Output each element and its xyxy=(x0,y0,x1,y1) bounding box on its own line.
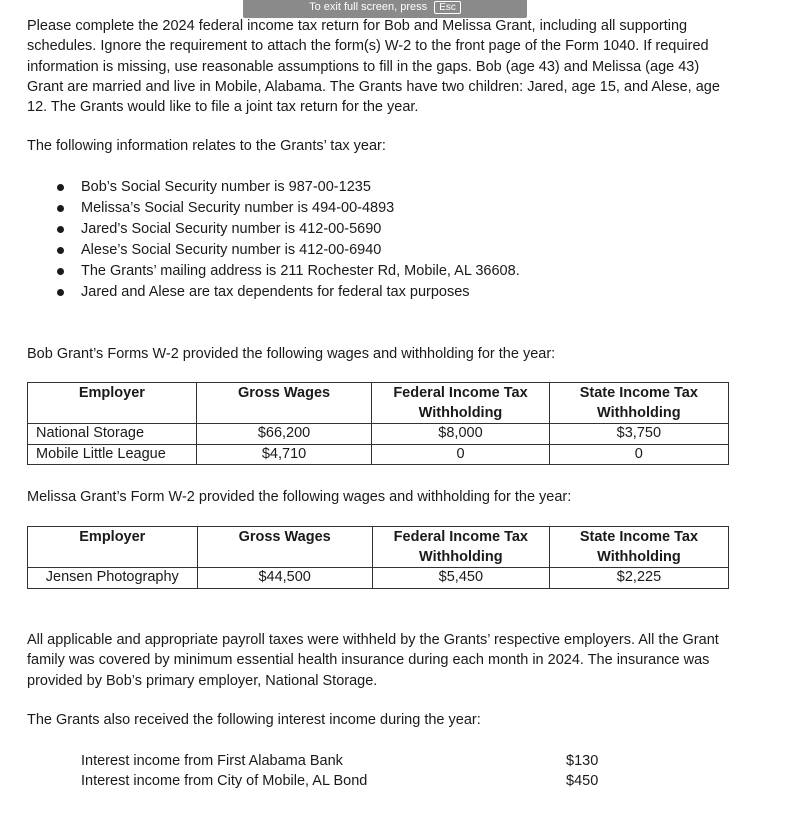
list-item xyxy=(81,751,641,771)
interest-label: Interest income from City of Mobile, AL Bond xyxy=(81,773,368,789)
esc-key-badge: Esc xyxy=(434,1,461,14)
cell-state-withholding: $2,225 xyxy=(549,568,728,589)
list-item: Alese’s Social Security number is 412-00-6940 xyxy=(27,240,520,261)
interest-amount: $450 xyxy=(566,773,599,789)
header-employer: Employer xyxy=(28,527,198,568)
payroll-note-paragraph: All applicable and appropriate payroll taxes were withheld by the Grants’ respective employers. All the Grant family was covered by minimum essential health insurance during each month in 2024. The insurance was provided by Bob’s primary employer, National Storage. xyxy=(27,632,719,689)
header-federal-withholding: Federal Income Tax Withholding xyxy=(372,383,549,424)
table-header-row xyxy=(28,383,729,424)
interest-amount: $130 xyxy=(566,753,599,769)
cell-employer: Mobile Little League xyxy=(28,444,197,465)
fullscreen-hint-text: To exit full screen, press xyxy=(309,1,428,13)
facts-lead: The following information relates to the Grants’ tax year: xyxy=(27,138,386,154)
bullet-icon xyxy=(57,226,64,233)
header-gross-wages: Gross Wages xyxy=(197,527,372,568)
bullet-icon xyxy=(57,205,64,212)
list-item xyxy=(81,771,641,791)
bullet-icon xyxy=(57,247,64,254)
interest-list xyxy=(81,751,641,791)
bullet-icon xyxy=(57,289,64,296)
header-employer: Employer xyxy=(28,383,197,424)
table-row xyxy=(28,568,729,589)
interest-label: Interest income from First Alabama Bank xyxy=(81,753,343,769)
cell-gross-wages: $4,710 xyxy=(196,444,371,465)
header-federal-withholding: Federal Income Tax Withholding xyxy=(372,527,549,568)
interest-lead: The Grants also received the following interest income during the year: xyxy=(27,712,481,728)
cell-state-withholding: $3,750 xyxy=(549,424,728,445)
table-header-row xyxy=(28,527,729,568)
bob-w2-table xyxy=(27,382,729,465)
cell-gross-wages: $44,500 xyxy=(197,568,372,589)
table-row xyxy=(28,424,729,445)
header-gross-wages: Gross Wages xyxy=(196,383,371,424)
cell-federal-withholding: 0 xyxy=(372,444,549,465)
cell-gross-wages: $66,200 xyxy=(196,424,371,445)
list-item: Jared and Alese are tax dependents for federal tax purposes xyxy=(27,282,520,303)
list-item: Jared’s Social Security number is 412-00-5690 xyxy=(27,219,520,240)
facts-list xyxy=(27,177,520,303)
list-item: Melissa’s Social Security number is 494-00-4893 xyxy=(27,198,520,219)
header-state-withholding: State Income Tax Withholding xyxy=(549,527,728,568)
list-item: The Grants’ mailing address is 211 Rochester Rd, Mobile, AL 36608. xyxy=(27,261,520,282)
melissa-w2-lead: Melissa Grant’s Form W-2 provided the following wages and withholding for the year: xyxy=(27,489,572,505)
cell-federal-withholding: $8,000 xyxy=(372,424,549,445)
header-state-withholding: State Income Tax Withholding xyxy=(549,383,728,424)
cell-state-withholding: 0 xyxy=(549,444,728,465)
table-row xyxy=(28,444,729,465)
cell-employer: Jensen Photography xyxy=(28,568,198,589)
cell-federal-withholding: $5,450 xyxy=(372,568,549,589)
melissa-w2-table xyxy=(27,526,729,589)
bullet-icon xyxy=(57,268,64,275)
bob-w2-lead: Bob Grant’s Forms W-2 provided the following wages and withholding for the year: xyxy=(27,346,556,362)
intro-paragraph: Please complete the 2024 federal income tax return for Bob and Melissa Grant, including all supporting schedules. Ignore the requirement to attach the form(s) W-2 to the front page of the Form 1040. If required information is missing, use reasonable assumptions to fill in the gaps. Bob (age 43) and Melissa (age 43) Grant are married and live in Mobile, Alabama. The Grants have two children: Jared, age 15, and Alese, age 12. The Grants would like to file a joint tax return for the year. xyxy=(27,18,720,116)
bullet-icon xyxy=(57,184,64,191)
cell-employer: National Storage xyxy=(28,424,197,445)
list-item: Bob’s Social Security number is 987-00-1235 xyxy=(27,177,520,198)
